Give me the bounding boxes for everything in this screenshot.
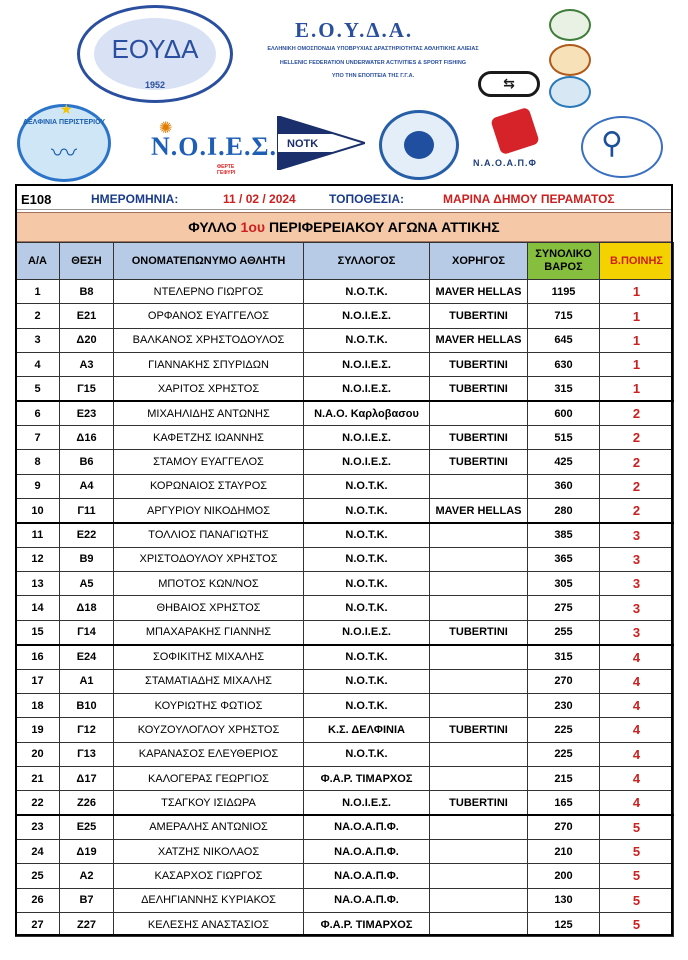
cell-sponsor — [430, 645, 528, 669]
cell-penalty: 2 — [600, 401, 674, 425]
club-logos — [15, 100, 673, 184]
cell-club: Ν.Ο.Τ.Κ. — [304, 645, 430, 669]
cell-sponsor: TUBERTINI — [430, 620, 528, 644]
cell-weight: 225 — [528, 718, 600, 742]
sun-icon: ✺ — [159, 120, 173, 137]
cell-weight: 1195 — [528, 280, 600, 304]
cell-rank: 25 — [16, 864, 60, 888]
cell-position: Γ13 — [60, 742, 114, 766]
results-table — [15, 242, 674, 937]
cell-rank: 17 — [16, 669, 60, 693]
cell-sponsor: TUBERTINI — [430, 718, 528, 742]
cell-rank: 21 — [16, 766, 60, 790]
cell-weight: 255 — [528, 620, 600, 644]
cell-weight: 225 — [528, 742, 600, 766]
cell-name: ΤΟΛΛΙΟΣ ΠΑΝΑΓΙΩΤΗΣ — [114, 523, 304, 547]
table-row — [16, 693, 674, 717]
club-logo-notk — [277, 116, 365, 170]
cell-position: B7 — [60, 888, 114, 912]
club-logo-noies-text: Ν.Ο.Ι.Ε.Σ. — [151, 132, 277, 161]
sheet-title-suffix: ΠΕΡΙΦΕΡΕΙΑΚΟΥ ΑΓΩΝΑ ΑΤΤΙΚΗΣ — [268, 219, 500, 235]
cell-penalty: 2 — [600, 499, 674, 523]
cell-weight: 130 — [528, 888, 600, 912]
table-row — [16, 645, 674, 669]
cell-name: ΓΙΑΝΝΑΚΗΣ ΣΠΥΡΙΔΩΝ — [114, 353, 304, 377]
club-logo-timarchos — [581, 116, 663, 178]
table-row — [16, 718, 674, 742]
cell-name: ΚΟΥΡΙΩΤΗΣ ΦΩΤΙΟΣ — [114, 693, 304, 717]
cell-penalty: 4 — [600, 791, 674, 815]
cell-name: ΣΟΦΙΚΙΤΗΣ ΜΙΧΑΛΗΣ — [114, 645, 304, 669]
club-logo-notk-text: NOTK — [287, 138, 319, 150]
cell-name: ΟΡΦΑΝΟΣ ΕΥΑΓΓΕΛΟΣ — [114, 304, 304, 328]
federation-title: Ε.Ο.Υ.Δ.Α. — [295, 18, 414, 42]
cell-club: Ν.Ο.Ι.Ε.Σ. — [304, 620, 430, 644]
cell-penalty: 5 — [600, 864, 674, 888]
poseidon-icon: ΕΟΥΔΑ — [111, 34, 199, 64]
cell-position: Z26 — [60, 791, 114, 815]
cell-sponsor — [430, 864, 528, 888]
cell-rank: 18 — [16, 693, 60, 717]
cell-club: Ν.Ο.Ι.Ε.Σ. — [304, 426, 430, 450]
cell-weight: 315 — [528, 645, 600, 669]
cell-weight: 275 — [528, 596, 600, 620]
table-row — [16, 620, 674, 644]
cell-position: Γ11 — [60, 499, 114, 523]
cell-name: ΑΜΕΡΑΛΗΣ ΑΝΤΩΝΙΟΣ — [114, 815, 304, 839]
cell-rank: 23 — [16, 815, 60, 839]
cell-sponsor: TUBERTINI — [430, 426, 528, 450]
cell-club: Φ.Α.Ρ. ΤΙΜΑΡΧΟΣ — [304, 766, 430, 790]
cell-position: A1 — [60, 669, 114, 693]
cell-rank: 5 — [16, 377, 60, 401]
cell-penalty: 5 — [600, 839, 674, 863]
col-name: ΟΝΟΜΑΤΕΠΩΝΥΜΟ ΑΘΛΗΤΗ — [114, 243, 304, 280]
cell-club: Ν.Ο.Ι.Ε.Σ. — [304, 304, 430, 328]
cell-position: B8 — [60, 280, 114, 304]
cell-sponsor — [430, 912, 528, 936]
cell-weight: 270 — [528, 815, 600, 839]
cell-weight: 210 — [528, 839, 600, 863]
cell-club: Ν.Ο.Ι.Ε.Σ. — [304, 353, 430, 377]
cell-rank: 1 — [16, 280, 60, 304]
cell-weight: 365 — [528, 547, 600, 571]
cell-name: ΚΑΛΟΓΕΡΑΣ ΓΕΩΡΓΙΟΣ — [114, 766, 304, 790]
federation-subtitle-english: HELLENIC FEDERATION UNDERWATER ACTIVITIES & SPORT FISHING — [279, 60, 467, 66]
cell-rank: 22 — [16, 791, 60, 815]
cell-weight: 315 — [528, 377, 600, 401]
cell-club: Ν.Ο.Τ.Κ. — [304, 596, 430, 620]
table-row — [16, 280, 674, 304]
cell-name: ΧΑΡΙΤΟΣ ΧΡΗΣΤΟΣ — [114, 377, 304, 401]
cell-sponsor — [430, 815, 528, 839]
cell-penalty: 3 — [600, 620, 674, 644]
col-rank: Α/Α — [16, 243, 60, 280]
cell-name: ΣΤΑΜΑΤΙΑΔΗΣ ΜΙΧΑΛΗΣ — [114, 669, 304, 693]
table-row — [16, 596, 674, 620]
cell-club: ΝΑ.Ο.Α.Π.Φ. — [304, 888, 430, 912]
cell-sponsor — [430, 547, 528, 571]
cell-weight: 645 — [528, 328, 600, 352]
table-row — [16, 912, 674, 936]
header — [15, 0, 673, 184]
cell-penalty: 4 — [600, 693, 674, 717]
col-penalty: Β.ΠΟΙΝΗΣ — [600, 243, 674, 280]
club-logo-karlovasi — [379, 110, 459, 180]
table-row — [16, 377, 674, 401]
cell-sponsor — [430, 401, 528, 425]
cell-rank: 14 — [16, 596, 60, 620]
table-row — [16, 839, 674, 863]
cell-weight: 600 — [528, 401, 600, 425]
table-row — [16, 669, 674, 693]
cell-club: Ν.Ο.Ι.Ε.Σ. — [304, 450, 430, 474]
star-icon: ★ — [60, 101, 73, 117]
partner-logo-1 — [549, 9, 591, 41]
cell-position: Δ19 — [60, 839, 114, 863]
cell-position: E25 — [60, 815, 114, 839]
cell-rank: 2 — [16, 304, 60, 328]
cell-weight: 515 — [528, 426, 600, 450]
cell-position: E22 — [60, 523, 114, 547]
cell-position: E21 — [60, 304, 114, 328]
cell-penalty: 1 — [600, 280, 674, 304]
cell-weight: 215 — [528, 766, 600, 790]
cell-sponsor: MAVER HELLAS — [430, 328, 528, 352]
cell-club: Ν.Ο.Τ.Κ. — [304, 742, 430, 766]
cell-rank: 19 — [16, 718, 60, 742]
club-logo-delfinia-text: ΔΕΛΦΙΝΙΑ ΠΕΡΙΣΤΕΡΙΟΥ — [22, 119, 106, 126]
cell-position: A2 — [60, 864, 114, 888]
table-row — [16, 766, 674, 790]
cell-club: Ν.Ο.Τ.Κ. — [304, 547, 430, 571]
cell-club: Ν.Ο.Τ.Κ. — [304, 669, 430, 693]
cell-penalty: 1 — [600, 353, 674, 377]
cell-position: Γ15 — [60, 377, 114, 401]
sheet-title-prefix: ΦΥΛΛΟ — [188, 219, 237, 235]
club-logo-delfinia — [17, 101, 111, 182]
cell-weight: 385 — [528, 523, 600, 547]
cell-club: Φ.Α.Ρ. ΤΙΜΑΡΧΟΣ — [304, 912, 430, 936]
cell-sponsor — [430, 839, 528, 863]
location-label: ΤΟΠΟΘΕΣΙΑ: — [329, 192, 404, 206]
cell-name: ΚΑΡΑΝΑΣΟΣ ΕΛΕΥΘΕΡΙΟΣ — [114, 742, 304, 766]
cell-weight: 200 — [528, 864, 600, 888]
cell-sponsor — [430, 693, 528, 717]
cell-club: Ν.Ο.Τ.Κ. — [304, 280, 430, 304]
cell-club: Ν.Ο.Τ.Κ. — [304, 572, 430, 596]
cell-penalty: 1 — [600, 328, 674, 352]
fisherman-icon: ⚲ — [601, 127, 623, 160]
table-row — [16, 864, 674, 888]
cell-penalty: 4 — [600, 718, 674, 742]
cell-sponsor: MAVER HELLAS — [430, 280, 528, 304]
col-weight: ΣΥΝΟΛΙΚΟ ΒΑΡΟΣ — [528, 243, 600, 280]
cell-penalty: 5 — [600, 888, 674, 912]
table-row — [16, 328, 674, 352]
cell-club: Ν.Ο.Τ.Κ. — [304, 474, 430, 498]
cell-club: Ν.Ο.Τ.Κ. — [304, 328, 430, 352]
cell-sponsor: TUBERTINI — [430, 377, 528, 401]
cell-position: E24 — [60, 645, 114, 669]
cell-penalty: 4 — [600, 766, 674, 790]
cell-name: ΑΡΓΥΡΙΟΥ ΝΙΚΟΔΗΜΟΣ — [114, 499, 304, 523]
location-value: ΜΑΡΙΝΑ ΔΗΜΟΥ ΠΕΡΑΜΑΤΟΣ — [443, 192, 615, 206]
cell-position: B6 — [60, 450, 114, 474]
cell-sponsor: TUBERTINI — [430, 304, 528, 328]
table-row — [16, 426, 674, 450]
cell-name: ΜΠΟΤΟΣ ΚΩΝ/ΝΟΣ — [114, 572, 304, 596]
cell-weight: 165 — [528, 791, 600, 815]
table-row — [16, 791, 674, 815]
club-logo-naoapf — [471, 112, 563, 178]
flag-emblem-icon — [404, 131, 434, 159]
cell-weight: 425 — [528, 450, 600, 474]
cell-sponsor: TUBERTINI — [430, 353, 528, 377]
cell-name: ΚΟΥΖΟΥΛΟΓΛΟΥ ΧΡΗΣΤΟΣ — [114, 718, 304, 742]
cell-penalty: 3 — [600, 523, 674, 547]
cell-sponsor — [430, 474, 528, 498]
cell-name: ΣΤΑΜΟΥ ΕΥΑΓΓΕΛΟΣ — [114, 450, 304, 474]
cell-position: Δ16 — [60, 426, 114, 450]
cell-weight: 360 — [528, 474, 600, 498]
cell-sponsor — [430, 523, 528, 547]
cell-sponsor: TUBERTINI — [430, 450, 528, 474]
cell-rank: 8 — [16, 450, 60, 474]
col-position: ΘΕΣΗ — [60, 243, 114, 280]
sheet-code: E108 — [21, 192, 52, 207]
cell-name: ΚΑΣΑΡΧΟΣ ΓΙΩΡΓΟΣ — [114, 864, 304, 888]
cell-rank: 10 — [16, 499, 60, 523]
club-logo-noies-sub: ΦΕΡΤΕ ΓΕΦΥΡΙ — [217, 164, 236, 176]
cell-position: Z27 — [60, 912, 114, 936]
cell-rank: 27 — [16, 912, 60, 936]
cell-penalty: 4 — [600, 645, 674, 669]
cell-penalty: 5 — [600, 912, 674, 936]
cell-sponsor: TUBERTINI — [430, 791, 528, 815]
cell-position: Δ18 — [60, 596, 114, 620]
sheet-title — [15, 212, 673, 242]
cell-position: Δ20 — [60, 328, 114, 352]
table-row — [16, 742, 674, 766]
date-label: ΗΜΕΡΟΜΗΝΙΑ: — [91, 192, 179, 206]
cell-position: B10 — [60, 693, 114, 717]
cell-sponsor: MAVER HELLAS — [430, 499, 528, 523]
col-sponsor: ΧΟΡΗΓΟΣ — [430, 243, 528, 280]
table-row — [16, 401, 674, 425]
cell-name: ΚΕΛΕΣΗΣ ΑΝΑΣΤΑΣΙΟΣ — [114, 912, 304, 936]
table-row — [16, 523, 674, 547]
cell-weight: 305 — [528, 572, 600, 596]
col-club: ΣΥΛΛΟΓΟΣ — [304, 243, 430, 280]
cell-rank: 13 — [16, 572, 60, 596]
cell-sponsor — [430, 742, 528, 766]
cell-club: Ν.Ο.Ι.Ε.Σ. — [304, 791, 430, 815]
club-logo-noies — [151, 118, 277, 176]
cell-penalty: 2 — [600, 450, 674, 474]
cell-penalty: 2 — [600, 474, 674, 498]
cell-penalty: 1 — [600, 377, 674, 401]
cell-club: Ν.Ο.Τ.Κ. — [304, 523, 430, 547]
federation-supervision: ΥΠΟ ΤΗΝ ΕΠΟΠΤΕΙΑ ΤΗΣ Γ.Γ.Α. — [331, 73, 415, 79]
federation-logo-year: 1952 — [144, 80, 166, 90]
dolphin-icon: 〰 — [50, 138, 77, 168]
results-sheet — [15, 0, 673, 933]
cell-penalty: 4 — [600, 742, 674, 766]
table-row — [16, 304, 674, 328]
cell-position: Δ17 — [60, 766, 114, 790]
cell-club: ΝΑ.Ο.Α.Π.Φ. — [304, 864, 430, 888]
cell-name: ΧΑΤΖΗΣ ΝΙΚΟΛΑΟΣ — [114, 839, 304, 863]
table-row — [16, 353, 674, 377]
cell-sponsor — [430, 572, 528, 596]
cell-penalty: 3 — [600, 572, 674, 596]
cell-rank: 6 — [16, 401, 60, 425]
cell-weight: 230 — [528, 693, 600, 717]
cell-position: Γ12 — [60, 718, 114, 742]
partner-logo-2 — [549, 44, 591, 76]
cell-weight: 270 — [528, 669, 600, 693]
table-row — [16, 547, 674, 571]
cell-position: A3 — [60, 353, 114, 377]
cell-rank: 15 — [16, 620, 60, 644]
cell-penalty: 3 — [600, 547, 674, 571]
cell-rank: 12 — [16, 547, 60, 571]
table-row — [16, 888, 674, 912]
cell-rank: 24 — [16, 839, 60, 863]
cell-position: A4 — [60, 474, 114, 498]
cell-sponsor — [430, 596, 528, 620]
cell-name: ΚΟΡΩΝΑΙΟΣ ΣΤΑΥΡΟΣ — [114, 474, 304, 498]
cell-rank: 9 — [16, 474, 60, 498]
red-emblem-icon — [490, 107, 540, 156]
arrows-logo: ⇆ — [478, 71, 540, 97]
cell-club: Ν.Ο.Ι.Ε.Σ. — [304, 377, 430, 401]
cell-rank: 4 — [16, 353, 60, 377]
cell-sponsor — [430, 669, 528, 693]
cell-penalty: 4 — [600, 669, 674, 693]
cell-position: B9 — [60, 547, 114, 571]
cell-name: ΝΤΕΛΕΡΝΟ ΓΙΩΡΓΟΣ — [114, 280, 304, 304]
federation-subtitle-greek: ΕΛΛΗΝΙΚΗ ΟΜΟΣΠΟΝΔΙΑ ΥΠΟΒΡΥΧΙΑΣ ΔΡΑΣΤΗΡΙΟΤΗΤΑΣ ΑΘΛΗΤΙΚΗΣ ΑΛΙΕΙΑΣ — [267, 46, 479, 52]
cell-penalty: 2 — [600, 426, 674, 450]
cell-name: ΜΙΧΑΗΛΙΔΗΣ ΑΝΤΩΝΗΣ — [114, 401, 304, 425]
cell-rank: 7 — [16, 426, 60, 450]
cell-rank: 20 — [16, 742, 60, 766]
table-row — [16, 474, 674, 498]
cell-position: E23 — [60, 401, 114, 425]
cell-weight: 125 — [528, 912, 600, 936]
cell-penalty: 3 — [600, 596, 674, 620]
cell-weight: 630 — [528, 353, 600, 377]
table-header-row — [16, 243, 674, 280]
club-logo-naoapf-text: Ν.Α.Ο.Α.Π.Φ — [473, 158, 537, 168]
federation-logo — [77, 5, 233, 103]
cell-position: Γ14 — [60, 620, 114, 644]
sheet-title-highlight: 1ου — [240, 219, 266, 235]
table-row — [16, 499, 674, 523]
cell-name: ΘΗΒΑΙΟΣ ΧΡΗΣΤΟΣ — [114, 596, 304, 620]
cell-club: Ν.Ο.Τ.Κ. — [304, 693, 430, 717]
cell-penalty: 1 — [600, 304, 674, 328]
date-value: 11 / 02 / 2024 — [223, 192, 296, 206]
cell-name: ΧΡΙΣΤΟΔΟΥΛΟΥ ΧΡΗΣΤΟΣ — [114, 547, 304, 571]
cell-weight: 715 — [528, 304, 600, 328]
table-row — [16, 450, 674, 474]
cell-club: ΝΑ.Ο.Α.Π.Φ. — [304, 839, 430, 863]
cell-name: ΚΑΦΕΤΖΗΣ ΙΩΑΝΝΗΣ — [114, 426, 304, 450]
cell-rank: 11 — [16, 523, 60, 547]
meta-row — [15, 184, 673, 210]
cell-sponsor — [430, 888, 528, 912]
cell-name: ΒΑΛΚΑΝΟΣ ΧΡΗΣΤΟΔΟΥΛΟΣ — [114, 328, 304, 352]
cell-penalty: 5 — [600, 815, 674, 839]
cell-club: ΝΑ.Ο.Α.Π.Φ. — [304, 815, 430, 839]
cell-club: Ν.Α.Ο. Καρλοβασου — [304, 401, 430, 425]
table-row — [16, 572, 674, 596]
cell-position: A5 — [60, 572, 114, 596]
cell-name: ΤΣΑΓΚΟΥ ΙΣΙΔΩΡΑ — [114, 791, 304, 815]
cell-rank: 26 — [16, 888, 60, 912]
cell-club: Ν.Ο.Τ.Κ. — [304, 499, 430, 523]
cell-rank: 3 — [16, 328, 60, 352]
table-row — [16, 815, 674, 839]
cell-weight: 280 — [528, 499, 600, 523]
cell-club: Κ.Σ. ΔΕΛΦΙΝΙΑ — [304, 718, 430, 742]
cell-name: ΜΠΑΧΑΡΑΚΗΣ ΓΙΑΝΝΗΣ — [114, 620, 304, 644]
cell-sponsor — [430, 766, 528, 790]
cell-name: ΔΕΛΗΓΙΑΝΝΗΣ ΚΥΡΙΑΚΟΣ — [114, 888, 304, 912]
cell-rank: 16 — [16, 645, 60, 669]
